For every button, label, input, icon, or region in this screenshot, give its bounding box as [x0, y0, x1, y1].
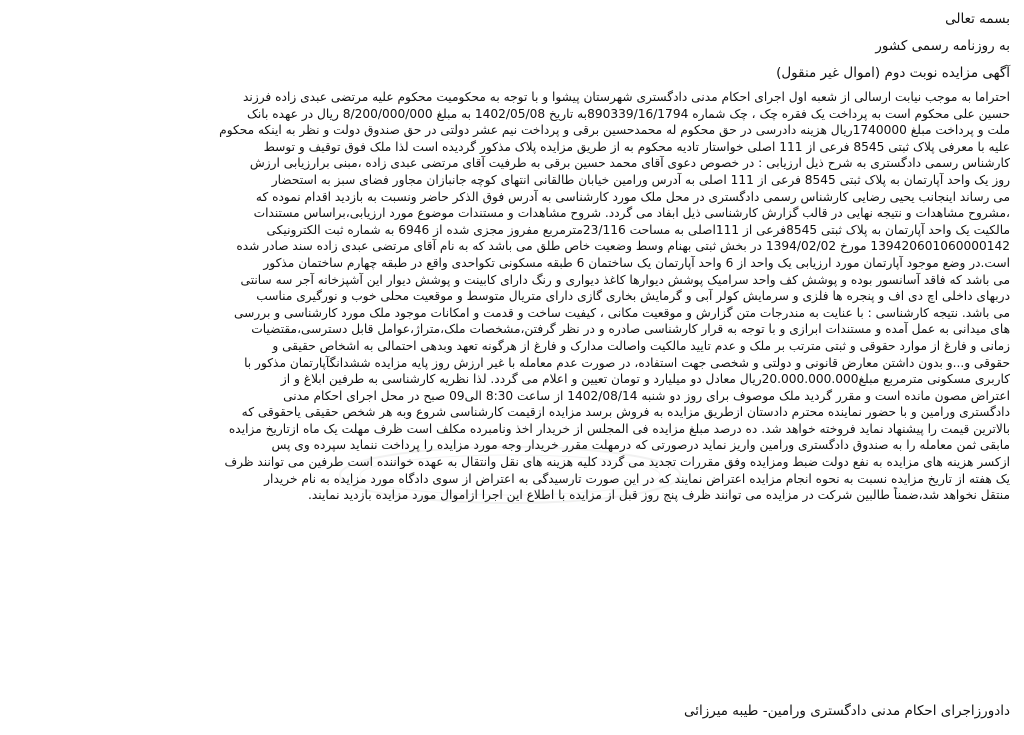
notice-body: [14, 89, 1010, 504]
body-line: می رساند اینجانب یحیی رضایی کارشناس رسمی دادگستری در محل ملک مورد کارشناسی به آدرس فوق الذکر حاضر ونسبت به بازدید اقدام نموده که: [255, 189, 1010, 204]
basmala-heading: بسمه تعالی: [945, 11, 1010, 27]
body-line: یک هفته از تاریخ مزایده نسبت به نحوه انجام مزایده اعتراض نمایند که در این صورت تارسیدگی به اعتراض از سوی دادگاه مورد مزایده به نام خریدار: [264, 471, 1010, 486]
body-line: زمانی و فارغ از موارد حقوقی و ثبتی مترتب بر ملک و عدم تایید مالکیت واصالت مدارک و فارغ از هرگونه تعهد وبدهی احتمالی به اشخاص حقیقی و: [272, 338, 1010, 353]
body-line: می باشد. نتیجه کارشناسی : با عنایت به مندرجات متن گزارش و موقعیت مکانی ، کیفیت ساخت و قدمت و امکانات موجود ملک مورد کارشناسی و بررسی: [233, 305, 1010, 320]
body-line: 139420601060000142 مورخ 1394/02/02 در بخش ثبتی بهنام وسط وضعیت خاص طلق می باشد که به نام آقای مرتضی عبدی زاده سند صادر شده: [236, 239, 1010, 254]
body-line: بالاترین قیمت را پیشنهاد نماید فروخته خواهد شد. ده درصد مبلغ مزایده فی المجلس از خریدار اخذ ونامبرده مکلف است ظرف مهلت یک ماه ازتاریخ مزایده: [228, 421, 1010, 436]
body-line: منتقل نخواهد شد،ضمناً طالبین شرکت در مزایده می توانند ظرف پنج روز قبل از مزایده با اطلاع این اجرا ازاموال مورد مزایده بازدید نمایند.: [308, 488, 1010, 503]
body-line: می باشد که فاقد آسانسور بوده و پوشش کف واحد سرامیک پوشش دیوارها کاغذ دیواری و رنگ دارای کابینت و پوشش دیوار این آشپزخانه آجر سه سانتی: [240, 272, 1010, 287]
body-line: علیه با معرفی پلاک ثبتی 8545 فرعی از 111 اصلی خواستار تادیه محکوم به از طریق مزایده پلاک مذکور گردیده است لذا ملک فوق توقیف و توسط: [263, 139, 1010, 154]
notice-title: آگهی مزایده نوبت دوم (اموال غیر منقول): [776, 65, 1010, 81]
body-line: کارشناس رسمی دادگستری به شرح ذیل ارزیابی : در خصوص دعوی آقای محمد حسین برقی به طرفیت آقای مرتضی عبدی زاده ،مبنی برارزیابی ارزش: [249, 156, 1010, 171]
body-line: مابقی ثمن معامله را به صندوق دادگستری ورامین واریز نماید درصورتی که درمهلت مقرر خریدار وجه مورد مزایده را پرداخت ننماید سپرده وی پس: [271, 438, 1010, 453]
signature-line: دادورزاجرای احکام مدنی دادگستری ورامین- طیبه میرزائی: [683, 703, 1010, 719]
body-line: است.در وضع موجود آپارتمان مورد ارزیابی یک واحد از 6 واحد آپارتمان یک ساختمان 6 طبقه مسکونی تکواحدی واقع در طبقه چهارم ساختمان مذکور: [263, 255, 1010, 270]
body-line: های میدانی به عمل آمده و مستندات ابرازی و با توجه به قرار کارشناسی صادره و در نظر گرفتن،مشخصات ملک،متراژ،عوامل قابل دسترسی،مقتضیات: [251, 322, 1010, 337]
body-line: احتراما به موجب نیابت ارسالی از شعبه اول اجرای احکام مدنی دادگستری شهرستان پیشوا و با توجه به محکومیت محکوم علیه مرتضی عبدی زاده فرزند: [243, 90, 1010, 104]
body-line: حسین علی محکوم است به پرداخت یک فقره چک ، چک شماره 890339/16/1794به تاریخ 1402/05/08 به مبلغ 8/200/000/000 ریال در عهده بانک: [247, 106, 1010, 121]
body-line: ازکسر هزینه های مزایده به نفع دولت ضبط ومزایده وفق مقررات تجدید می گردد کلیه هزینه های نقل وانتقال به عهده خواننده است طرفین می توانند ظرف: [224, 455, 1010, 470]
body-line: کاربری مسکونی مترمربع مبلغ20.000.000.000ریال معادل دو میلیارد و تومان تعیین و اعلام می گردد. لذا نظریه کارشناسی به طرفین ابلاغ و از: [280, 372, 1010, 387]
body-line: دربهای داخلی اچ دی اف و پنجره ها فلزی و سرمایش کولر آبی و گرمایش بخاری گازی دارای متریال متوسط و موقعیت محلی خوب و نورگیری مناسب: [256, 289, 1010, 304]
body-line: اعتراض مصون مانده است و مقرر گردید ملک موصوف برای روز دو شنبه 1402/08/14 از ساعت 8:30 الی09 صبح در محل اجرای احکام مدنی: [283, 388, 1010, 403]
body-line: مالکیت یک واحد آپارتمان به پلاک ثبتی 8545فرعی از 111اصلی به مساحت 23/116مترمربع مفروز مجزی شده از 6946 به شماره ثبت الکترونیکی: [266, 222, 1010, 237]
body-line: ملت و پرداخت مبلغ 1740000ریال هزینه دادرسی در حق محکوم له محمدحسین برقی و پرداخت نیم عشر دولتی در حق صندوق دولت و نظر به اینکه محکوم: [219, 123, 1010, 138]
body-line: حقوقی و...و بدون داشتن معارض قانونی و دولتی و شخصی جهت استفاده، در صورت عدم معامله با غیر ارزش روز پایه مزایده ششدانگآپارتمان مذکور با: [244, 355, 1010, 370]
recipient-line: به روزنامه رسمی کشور: [875, 38, 1010, 54]
body-line: دادگستری ورامین و با حضور نماینده محترم دادستان ازطریق مزایده به فروش برسد مزایده ازقیمت کارشناسی شروع وبه هر شخص حقیقی یاحقوقی که: [241, 405, 1010, 420]
body-line: روز یک واحد آپارتمان به پلاک ثبتی 8545 فرعی از 111 اصلی به آدرس ورامین خیابان طالقانی انتهای کوچه جانبازان مجاور فضای سبز به استحضار: [271, 172, 1010, 187]
body-line: ،مشروح مشاهدات و نتیجه نهایی در قالب گزارش کارشناسی ذیل ابفاد می گردد. شروح مشاهدات و مستندات موضوع مورد ارزیابی،براساس مستندات: [253, 206, 1010, 221]
